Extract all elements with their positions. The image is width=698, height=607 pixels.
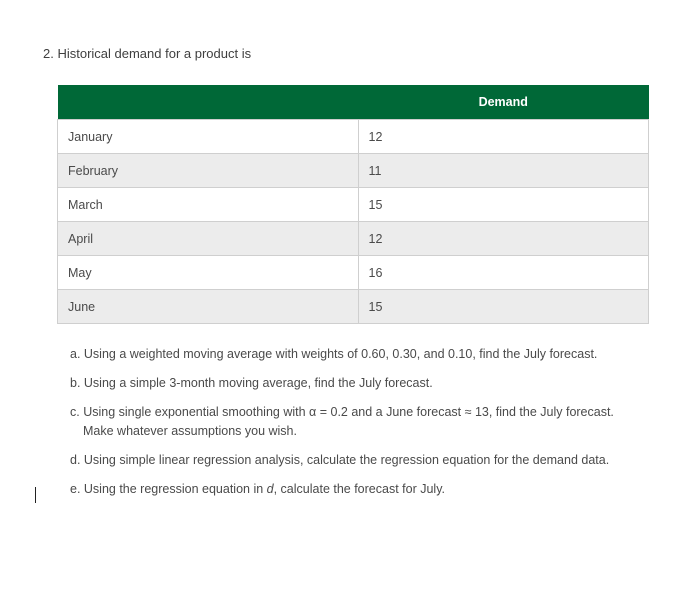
part-e-text-before: e. Using the regression equation in xyxy=(70,482,267,496)
question-part-c xyxy=(70,404,670,439)
question-parts-list xyxy=(70,346,670,510)
table-row xyxy=(58,256,649,290)
text-cursor[interactable] xyxy=(35,487,36,503)
table-row xyxy=(58,222,649,256)
table-header-row xyxy=(58,85,649,120)
part-a-text: a. Using a weighted moving average with weights of 0.60, 0.30, and 0.10, find the July forecast. xyxy=(70,347,598,361)
month-cell: February xyxy=(58,154,359,188)
month-cell: May xyxy=(58,256,359,290)
demand-cell: 16 xyxy=(358,256,649,290)
demand-table xyxy=(57,85,649,324)
header-month xyxy=(58,85,359,120)
month-cell: April xyxy=(58,222,359,256)
demand-cell: 12 xyxy=(358,120,649,154)
part-d-text: d. Using simple linear regression analysis, calculate the regression equation for the demand data. xyxy=(70,453,610,467)
part-b-text: b. Using a simple 3-month moving average, find the July forecast. xyxy=(70,376,433,390)
table-row xyxy=(58,290,649,324)
question-part-a xyxy=(70,346,670,362)
table-row xyxy=(58,120,649,154)
question-part-b xyxy=(70,375,670,391)
part-e-text-after: , calculate the forecast for July. xyxy=(273,482,445,496)
table-row xyxy=(58,154,649,188)
part-c-text-line2: Make whatever assumptions you wish. xyxy=(83,424,297,438)
demand-cell: 12 xyxy=(358,222,649,256)
month-cell: March xyxy=(58,188,359,222)
header-demand: Demand xyxy=(358,85,649,120)
demand-cell: 15 xyxy=(358,290,649,324)
question-part-e xyxy=(70,481,670,497)
month-cell: June xyxy=(58,290,359,324)
demand-cell: 11 xyxy=(358,154,649,188)
table-row xyxy=(58,188,649,222)
question-title: 2. Historical demand for a product is xyxy=(43,46,252,61)
part-c-text: c. Using single exponential smoothing with α = 0.2 and a June forecast ≈ 13, find the July forecast. xyxy=(70,405,614,419)
month-cell: January xyxy=(58,120,359,154)
question-part-d xyxy=(70,452,670,468)
part-e-italic: d xyxy=(266,482,274,496)
demand-cell: 15 xyxy=(358,188,649,222)
